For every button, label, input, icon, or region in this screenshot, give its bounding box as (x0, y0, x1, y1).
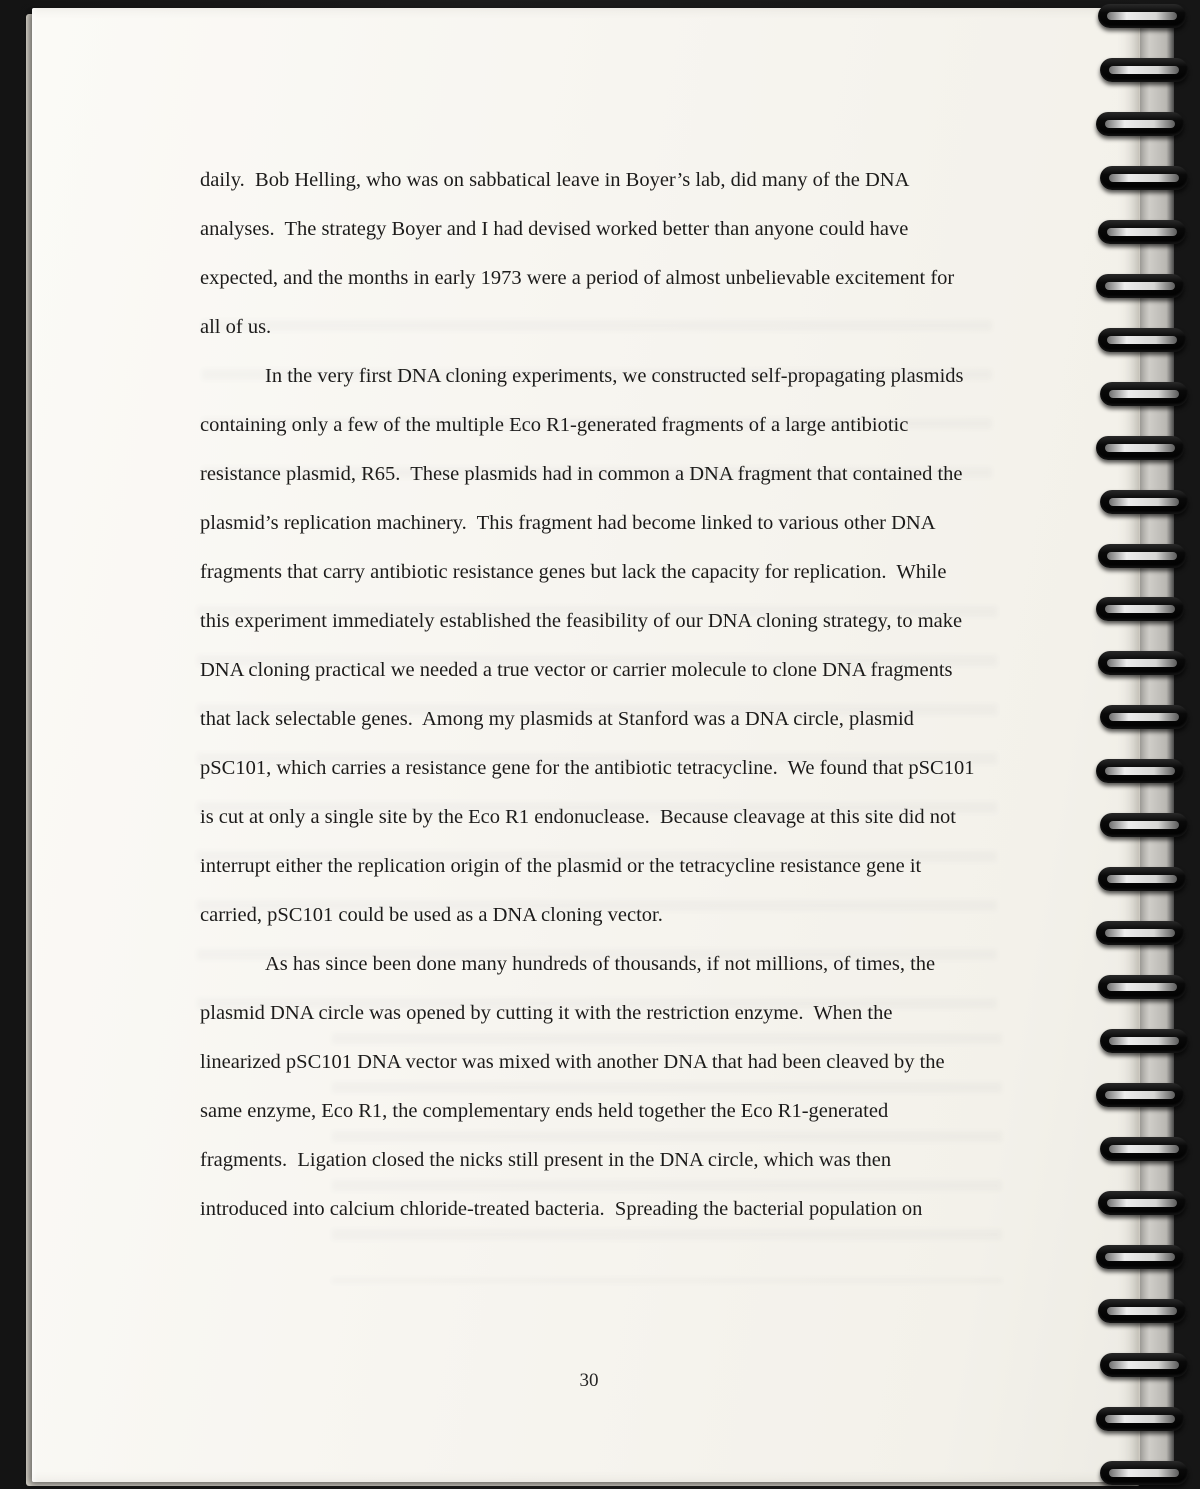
spiral-coil (1100, 1137, 1188, 1161)
spiral-coil (1096, 274, 1184, 298)
spiral-coil (1100, 1461, 1188, 1485)
spiral-coil (1096, 759, 1184, 783)
spiral-coil (1098, 4, 1186, 28)
spiral-coil (1098, 220, 1186, 244)
spiral-coil (1100, 166, 1188, 190)
spiral-coil (1096, 112, 1184, 136)
paragraph: In the very first DNA cloning experiments, we constructed self-propagating plasmids containing only a few of the multiple Eco R1-generated fragments of a large antibiotic resistance plasmid, R65. These plasmids had in common a DNA fragment that contained the plasmid’s replication machinery. This fragment had become linked to various other DNA fragments that carry antibiotic resistance genes but lack the capacity for replication. While this experiment immediately established the feasibility of our DNA cloning strategy, to make DNA cloning practical we needed a true vector or carrier molecule to clone DNA fragments that lack selectable genes. Among my plasmids at Stanford was a DNA circle, plasmid pSC101, which carries a resistance gene for the antibiotic tetracycline. We found that pSC101 is cut at only a single site by the Eco R1 endonuclease. Because cleavage at this site did not interrupt either the replication origin of the plasmid or the tetracycline resistance gene it carried, pSC101 could be used as a DNA cloning vector. (200, 365, 980, 926)
spiral-coil (1098, 867, 1186, 891)
spiral-coil (1100, 490, 1188, 514)
spiral-coil (1096, 1407, 1184, 1431)
spiral-coil (1100, 1029, 1188, 1053)
spiral-coil (1098, 975, 1186, 999)
spiral-coil (1098, 328, 1186, 352)
spiral-coil (1100, 705, 1188, 729)
spiral-coil (1098, 544, 1186, 568)
spiral-coil (1100, 382, 1188, 406)
document-page (32, 8, 1138, 1482)
spiral-coil (1100, 1353, 1188, 1377)
page-number: 30 (579, 1370, 599, 1391)
page-text-block (200, 156, 978, 1234)
spiral-binding (1098, 4, 1190, 1485)
spiral-coil (1100, 813, 1188, 837)
spiral-coil (1098, 1191, 1186, 1215)
spiral-coil (1096, 1083, 1184, 1107)
spiral-coil (1098, 1299, 1186, 1323)
spiral-coil (1098, 651, 1186, 675)
paragraph: daily. Bob Helling, who was on sabbatical leave in Boyer’s lab, did many of the DNA analyses. The strategy Boyer and I had devised worked better than anyone could have expected, and the months in early 1973 were a period of almost unbelievable excitement for all of us. (200, 169, 960, 338)
spiral-coil (1100, 58, 1188, 82)
spiral-coil (1096, 921, 1184, 945)
spiral-coil (1096, 436, 1184, 460)
spiral-coil (1096, 597, 1184, 621)
paragraph: As has since been done many hundreds of thousands, if not millions, of times, the plasmid DNA circle was opened by cutting it with the restriction enzyme. When the linearized pSC101 DNA vector was mixed with another DNA that had been cleaved by the same enzyme, Eco R1, the complementary ends held together the Eco R1-generated fragments. Ligation closed the nicks still present in the DNA circle, which was then introduced into calcium chloride-treated bacteria. Spreading the bacterial population on (200, 953, 950, 1220)
spiral-coil (1096, 1245, 1184, 1269)
